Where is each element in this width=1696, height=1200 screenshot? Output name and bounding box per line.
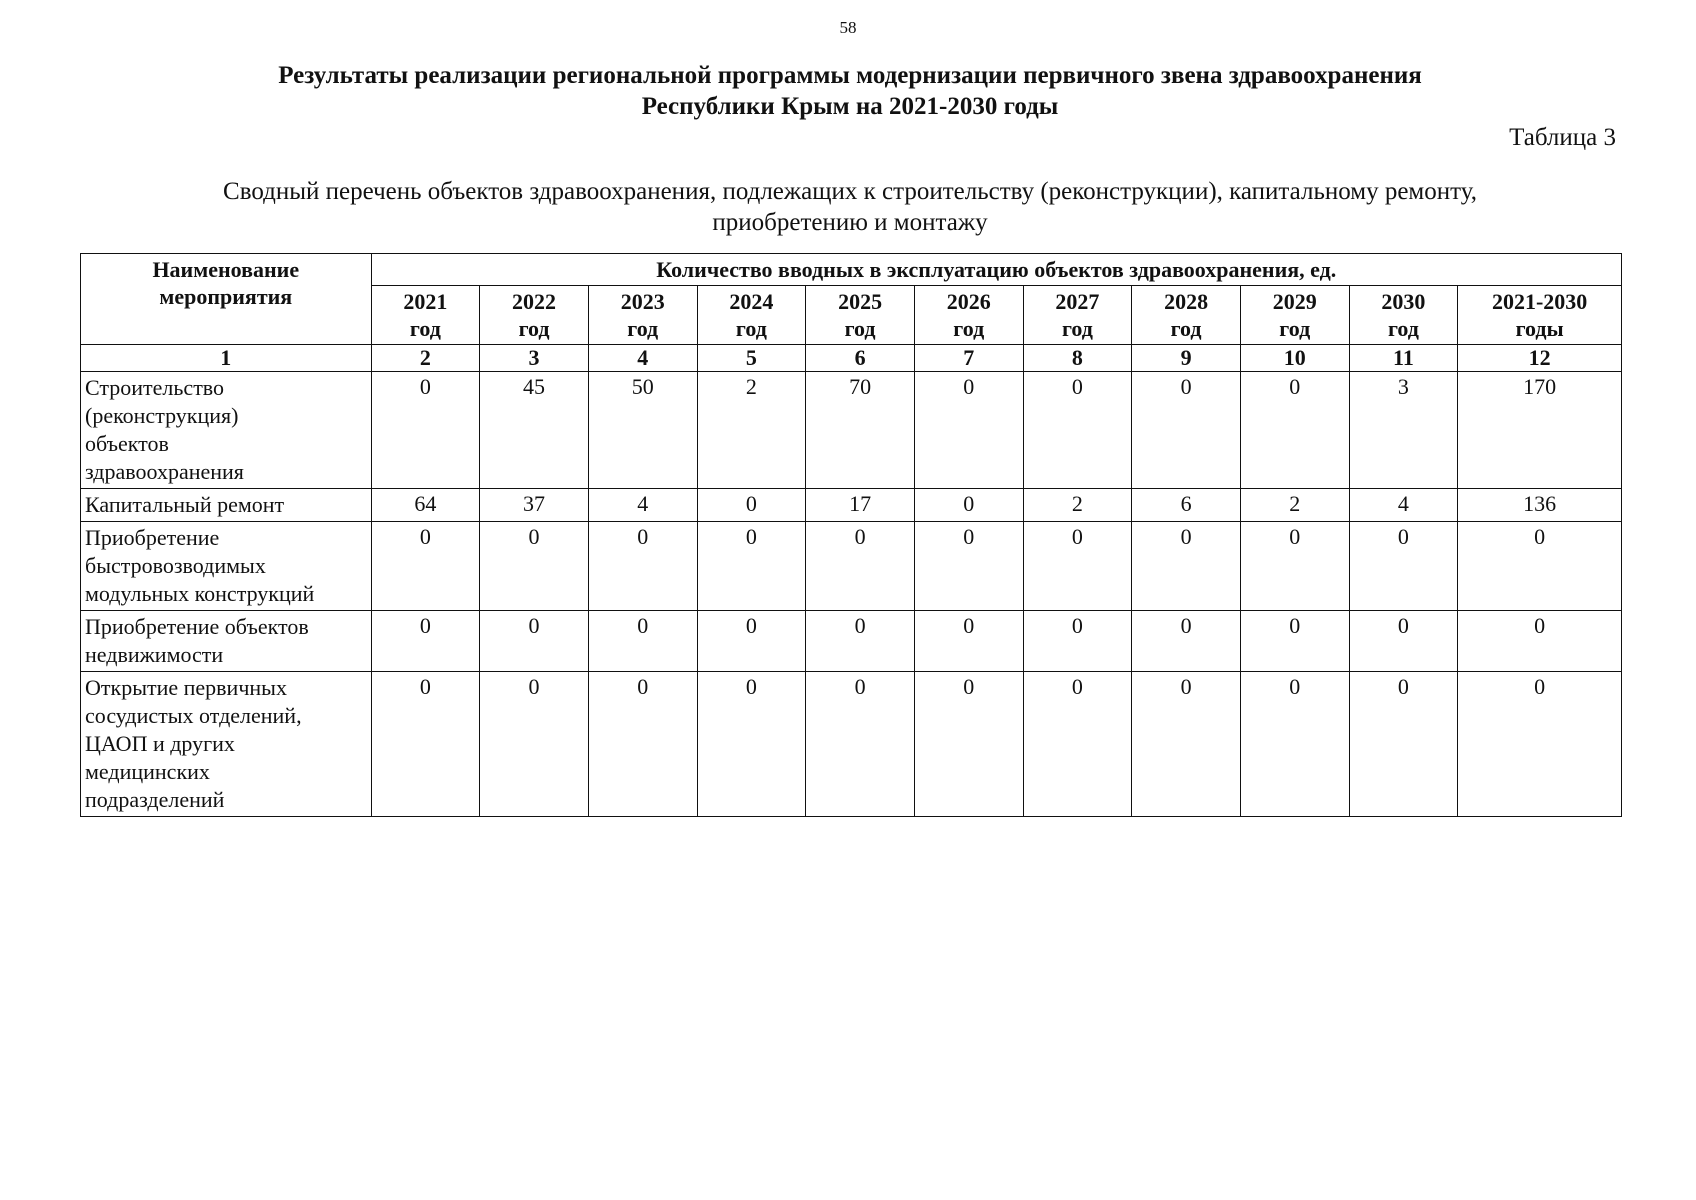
year-unit-label: год [1170, 316, 1202, 341]
year-column-header [480, 286, 589, 345]
row-name-line: Открытие первичных [85, 675, 287, 700]
value-cell: 0 [371, 672, 480, 817]
value-cell: 0 [1132, 672, 1241, 817]
year-unit-label: год [735, 316, 767, 341]
column-number: 1 [81, 345, 372, 372]
value-cell: 0 [1132, 522, 1241, 611]
column-number-row [81, 345, 1622, 372]
table-row [81, 489, 1622, 522]
value-cell: 0 [1240, 672, 1349, 817]
column-number: 3 [480, 345, 589, 372]
value-cell: 136 [1458, 489, 1622, 522]
year-label: 2021 [403, 289, 448, 314]
column-number: 12 [1458, 345, 1622, 372]
year-column-header [1458, 286, 1622, 345]
year-column-header [914, 286, 1023, 345]
row-name-line: Приобретение [85, 525, 220, 550]
year-unit-label: год [627, 316, 659, 341]
row-name-line: медицинских [85, 759, 210, 784]
value-cell: 0 [1023, 611, 1132, 672]
value-cell: 0 [914, 372, 1023, 489]
value-cell: 0 [1240, 522, 1349, 611]
column-number: 5 [697, 345, 806, 372]
value-cell: 0 [1240, 372, 1349, 489]
column-number: 7 [914, 345, 1023, 372]
year-column-header [1023, 286, 1132, 345]
value-cell: 0 [588, 611, 697, 672]
value-cell: 37 [480, 489, 589, 522]
value-cell: 45 [480, 372, 589, 489]
year-column-header [1240, 286, 1349, 345]
value-cell: 0 [588, 672, 697, 817]
value-cell: 0 [1023, 672, 1132, 817]
value-cell: 17 [806, 489, 915, 522]
document-title [100, 60, 1600, 122]
value-cell: 4 [588, 489, 697, 522]
table-row [81, 672, 1622, 817]
value-cell: 0 [1132, 611, 1241, 672]
value-cell: 0 [914, 522, 1023, 611]
table-row [81, 522, 1622, 611]
year-column-header [588, 286, 697, 345]
value-cell: 0 [697, 672, 806, 817]
value-cell: 0 [914, 672, 1023, 817]
value-cell: 0 [1458, 611, 1622, 672]
value-cell: 0 [1458, 672, 1622, 817]
row-name-line: сосудистых отделений, [85, 703, 302, 728]
value-cell: 0 [1349, 672, 1458, 817]
value-cell: 50 [588, 372, 697, 489]
value-cell: 0 [1349, 522, 1458, 611]
row-name-line: недвижимости [85, 642, 224, 667]
row-name-line: быстровозводимых [85, 553, 266, 578]
table-label: Таблица 3 [1509, 124, 1616, 151]
value-cell: 0 [1132, 372, 1241, 489]
column-number: 10 [1240, 345, 1349, 372]
row-name-line: здравоохранения [85, 459, 244, 484]
table-caption [110, 176, 1590, 238]
value-cell: 4 [1349, 489, 1458, 522]
name-column-header [81, 254, 372, 345]
year-unit-label: год [1279, 316, 1311, 341]
year-label: 2025 [838, 289, 883, 314]
value-cell: 0 [697, 611, 806, 672]
value-cell: 170 [1458, 372, 1622, 489]
value-cell: 0 [806, 672, 915, 817]
column-number: 9 [1132, 345, 1241, 372]
value-cell: 0 [371, 611, 480, 672]
row-name-cell [81, 672, 372, 817]
year-label: 2022 [512, 289, 557, 314]
page-number: 58 [839, 18, 857, 37]
year-label: 2029 [1272, 289, 1317, 314]
value-cell: 0 [371, 522, 480, 611]
row-name-line: Приобретение объектов [85, 614, 309, 639]
year-unit-label: год [844, 316, 876, 341]
title-line-2: Республики Крым на 2021-2030 годы [641, 93, 1059, 120]
value-cell: 2 [1023, 489, 1132, 522]
value-cell: 0 [480, 672, 589, 817]
value-cell: 0 [480, 611, 589, 672]
year-label: 2027 [1055, 289, 1100, 314]
value-cell: 0 [1458, 522, 1622, 611]
header-row [81, 254, 1622, 286]
value-cell: 0 [697, 522, 806, 611]
year-column-header [806, 286, 915, 345]
year-unit-label: год [1387, 316, 1419, 341]
year-label: 2023 [620, 289, 665, 314]
year-label: 2028 [1164, 289, 1209, 314]
row-name-cell [81, 522, 372, 611]
row-name-line: объектов [85, 431, 169, 456]
title-line-1: Результаты реализации региональной программы модернизации первичного звена здравоохранения [278, 62, 1422, 89]
column-number: 4 [588, 345, 697, 372]
value-cell: 64 [371, 489, 480, 522]
year-column-header [371, 286, 480, 345]
row-name-line: ЦАОП и других [85, 731, 235, 756]
column-number: 2 [371, 345, 480, 372]
caption-line-2: приобретению и монтажу [712, 209, 988, 236]
table-row [81, 372, 1622, 489]
row-name-line: Капитальный ремонт [85, 492, 285, 517]
value-cell: 2 [697, 372, 806, 489]
value-cell: 0 [371, 372, 480, 489]
row-name-line: (реконструкция) [85, 403, 239, 428]
summary-table [80, 253, 1622, 817]
row-name-cell [81, 372, 372, 489]
row-name-line: модульных конструкций [85, 581, 315, 606]
value-cell: 0 [1023, 372, 1132, 489]
value-cell: 3 [1349, 372, 1458, 489]
value-cell: 6 [1132, 489, 1241, 522]
row-name-cell [81, 489, 372, 522]
value-cell: 0 [697, 489, 806, 522]
year-label: 2021-2030 [1491, 289, 1588, 314]
value-cell: 0 [588, 522, 697, 611]
column-number: 11 [1349, 345, 1458, 372]
year-column-header [1349, 286, 1458, 345]
row-name-line: подразделений [85, 787, 225, 812]
row-name-line: Строительство [85, 375, 225, 400]
value-cell: 0 [1023, 522, 1132, 611]
year-label: 2030 [1381, 289, 1426, 314]
value-cell: 0 [806, 611, 915, 672]
year-label: 2026 [946, 289, 991, 314]
year-column-header [1132, 286, 1241, 345]
year-unit-label: год [953, 316, 985, 341]
value-cell: 0 [914, 489, 1023, 522]
name-header-line: Наименование [152, 257, 300, 282]
table-row [81, 611, 1622, 672]
column-number: 8 [1023, 345, 1132, 372]
value-cell: 0 [1349, 611, 1458, 672]
name-header-line: мероприятия [159, 284, 293, 309]
value-cell: 0 [914, 611, 1023, 672]
value-cell: 0 [1240, 611, 1349, 672]
year-unit-label: год [409, 316, 441, 341]
year-column-header [697, 286, 806, 345]
value-cell: 0 [480, 522, 589, 611]
value-cell: 70 [806, 372, 915, 489]
caption-line-1: Сводный перечень объектов здравоохранения, подлежащих к строительству (реконструкции), капитальному ремонту, [223, 178, 1477, 205]
row-name-cell [81, 611, 372, 672]
value-cell: 0 [806, 522, 915, 611]
year-unit-label: год [518, 316, 550, 341]
year-label: 2024 [729, 289, 774, 314]
value-cell: 2 [1240, 489, 1349, 522]
column-number: 6 [806, 345, 915, 372]
year-unit-label: годы [1515, 316, 1564, 341]
group-header: Количество вводных в эксплуатацию объектов здравоохранения, ед. [371, 254, 1621, 286]
year-unit-label: год [1061, 316, 1093, 341]
